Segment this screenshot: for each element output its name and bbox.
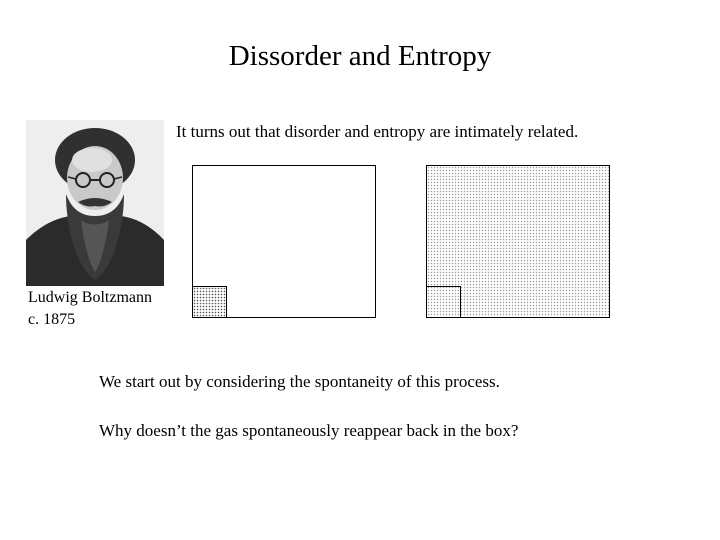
caption-date: c. 1875 [28,311,76,328]
spontaneity-text: We start out by considering the spontaneity of this process. [99,372,500,391]
gas-in-small-box-diagram [192,165,376,318]
gas-expanded-diagram [426,165,610,318]
portrait-caption [28,287,152,331]
intro-text: It turns out that disorder and entropy are intimately related. [176,122,579,141]
boltzmann-portrait [26,120,164,286]
small-box-with-gas [192,286,227,318]
empty-small-box [426,286,461,318]
caption-name: Ludwig Boltzmann [28,289,152,306]
question-text: Why doesn’t the gas spontaneously reappear back in the box? [99,421,519,440]
slide-title: Dissorder and Entropy [228,40,492,72]
